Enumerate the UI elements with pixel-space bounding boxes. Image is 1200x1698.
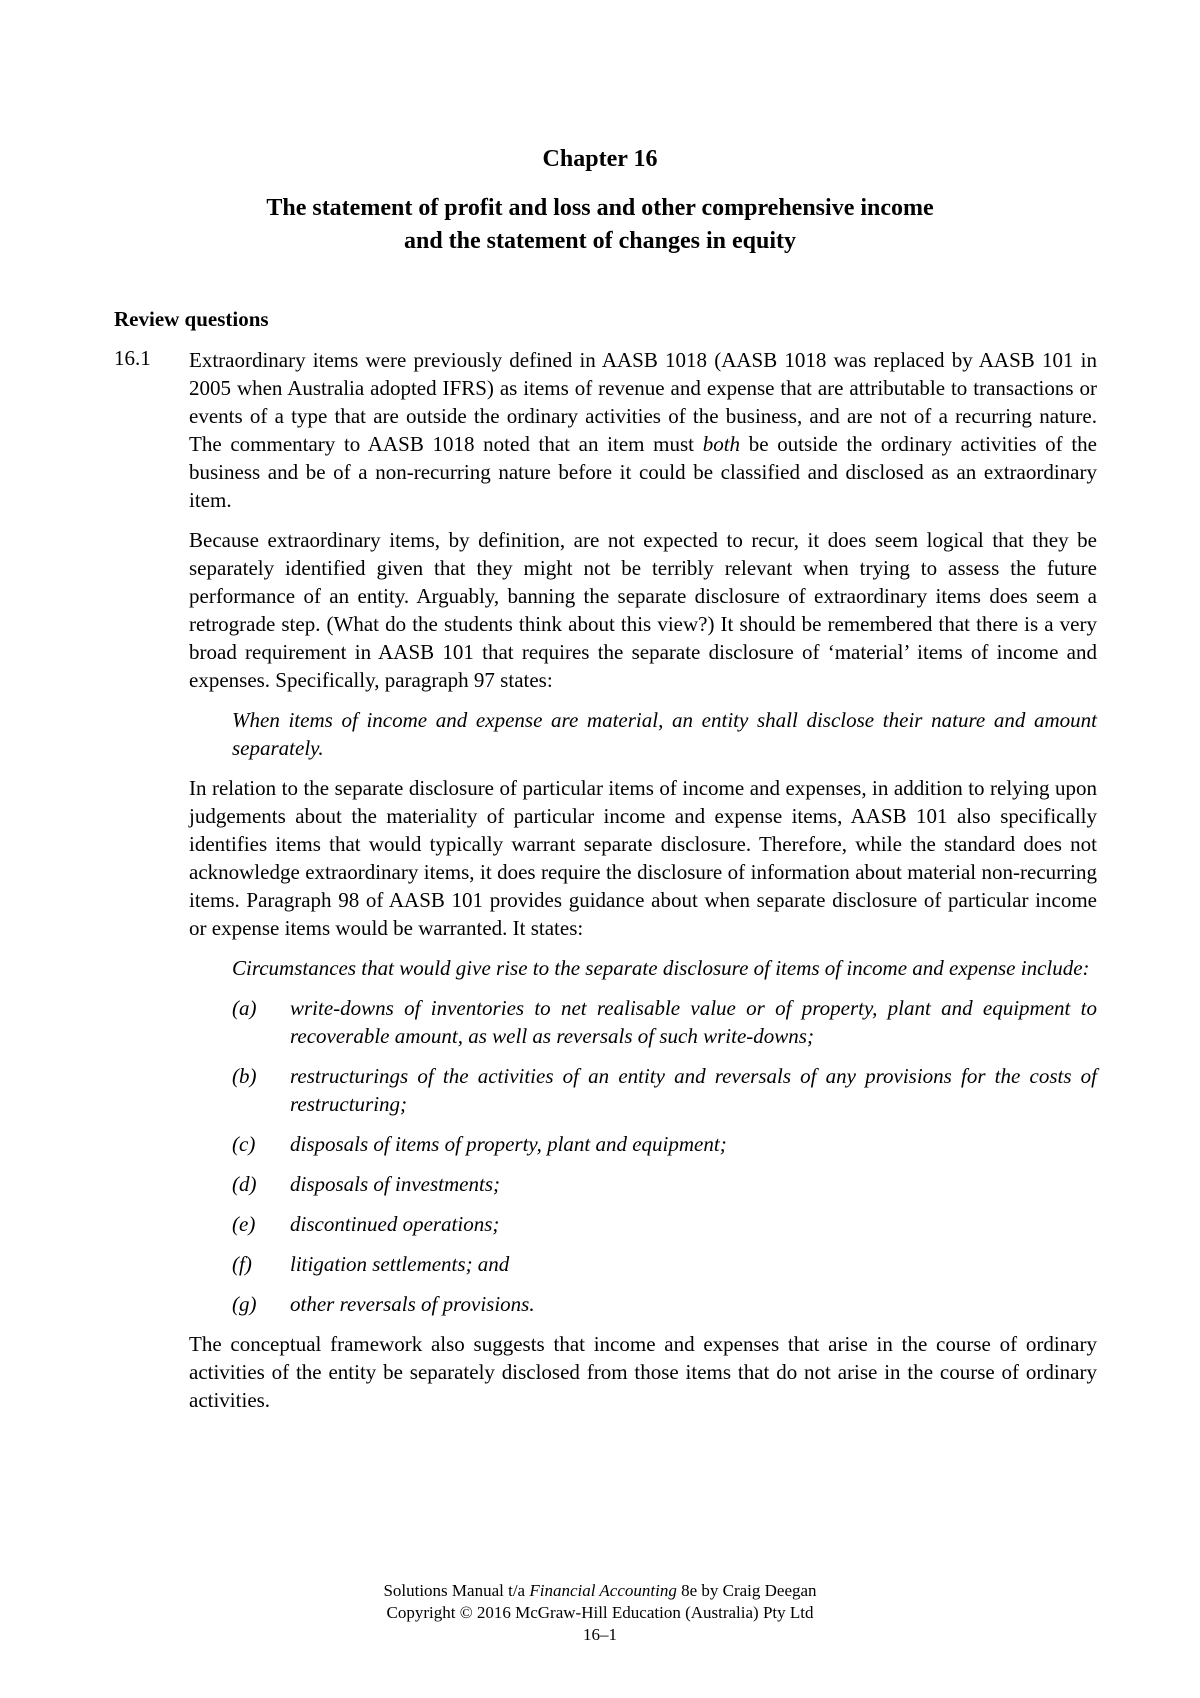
question-number: 16.1	[114, 346, 151, 370]
disclosure-list	[232, 994, 1097, 1318]
list-item	[232, 1062, 1097, 1118]
list-item-label: (f)	[232, 1252, 252, 1276]
chapter-subtitle-line-1: The statement of profit and loss and other comprehensive income	[266, 195, 934, 221]
chapter-subtitle-line-2: and the statement of changes in equity	[403, 228, 796, 254]
paragraph-1	[189, 346, 1097, 514]
list-item-text: other reversals of provisions.	[290, 1292, 535, 1316]
chapter-title: Chapter 16	[542, 146, 658, 172]
list-item-text: disposals of investments;	[290, 1172, 500, 1196]
list-item-label: (b)	[232, 1064, 257, 1088]
quote-paragraph-97: When items of income and expense are material, an entity shall disclose their nature and amount separately.	[232, 708, 1097, 760]
paragraph-1-emphasis: both	[702, 432, 741, 456]
list-item	[232, 1290, 1097, 1318]
list-item-label: (a)	[232, 996, 257, 1020]
page-footer	[0, 1580, 1200, 1646]
list-item-label: (d)	[232, 1172, 257, 1196]
paragraph-1-text-b: be outside the ordinary activities of the business and be of a non-recurring nature before it could be classified and disclosed as an extraordinary item.	[189, 432, 1097, 512]
page-number: 16–1	[583, 1625, 617, 1644]
footer-line-1-text-a: Solutions Manual t/a	[383, 1581, 530, 1600]
list-item	[232, 1170, 1097, 1198]
paragraph-2: Because extraordinary items, by definition, are not expected to recur, it does seem logical that they be separately identified given that they might not be terribly relevant when trying to assess the future performance of an entity. Arguably, banning the separate disclosure of extraordinary items does seem a retrograde step. (What do the students think about this view?) It should be remembered that there is a very broad requirement in AASB 101 that requires the separate disclosure of ‘material’ items of income and expenses. Specifically, paragraph 97 states:	[189, 528, 1097, 692]
question-answer-body	[189, 346, 1097, 1426]
paragraph-3: In relation to the separate disclosure of particular items of income and expenses, in addition to relying upon judgements about the materiality of particular income and expense items, AASB 101 also specifically identifies items that would typically warrant separate disclosure. Therefore, while the standard does not acknowledge extraordinary items, it does require the disclosure of information about material non-recurring items. Paragraph 98 of AASB 101 provides guidance about when separate disclosure of particular income or expense items would be warranted. It states:	[189, 776, 1097, 940]
footer-line-1	[0, 1580, 1200, 1602]
list-item	[232, 1250, 1097, 1278]
list-item-text: write-downs of inventories to net realisable value or of property, plant and equipment to recoverable amount, as well as reversals of such write-downs;	[290, 996, 1097, 1048]
list-item	[232, 994, 1097, 1050]
list-item-text: restructurings of the activities of an entity and reversals of any provisions for the costs of restructuring;	[290, 1064, 1097, 1116]
list-item-text: disposals of items of property, plant and equipment;	[290, 1132, 727, 1156]
paragraph-4: The conceptual framework also suggests that income and expenses that arise in the course of ordinary activities of the entity be separately disclosed from those items that do not arise in the course of ordinary activities.	[189, 1332, 1097, 1412]
footer-line-1-text-b: 8e by Craig Deegan	[676, 1581, 817, 1600]
list-item	[232, 1130, 1097, 1158]
quote-paragraph-98-intro: Circumstances that would give rise to the separate disclosure of items of income and expense include:	[232, 956, 1090, 980]
chapter-subtitle	[0, 192, 1200, 258]
list-item-label: (g)	[232, 1292, 257, 1316]
footer-copyright: Copyright © 2016 McGraw-Hill Education (Australia) Pty Ltd	[386, 1603, 814, 1622]
list-item-label: (c)	[232, 1132, 256, 1156]
list-item-text: discontinued operations;	[290, 1212, 500, 1236]
list-item	[232, 1210, 1097, 1238]
paragraph-1-text-a: Extraordinary items were previously defined in AASB 1018 (AASB 1018 was replaced by AASB 101 in 2005 when Australia adopted IFRS) as items of revenue and expense that are attributable to transactions or events of a type that are outside the ordinary activities of the business, and are not of a recurring nature. The commentary to AASB 1018 noted that an item must	[189, 348, 1097, 456]
list-item-label: (e)	[232, 1212, 256, 1236]
footer-book-title: Financial Accounting	[529, 1581, 677, 1600]
section-heading: Review questions	[114, 307, 269, 331]
list-item-text: litigation settlements; and	[290, 1252, 510, 1276]
